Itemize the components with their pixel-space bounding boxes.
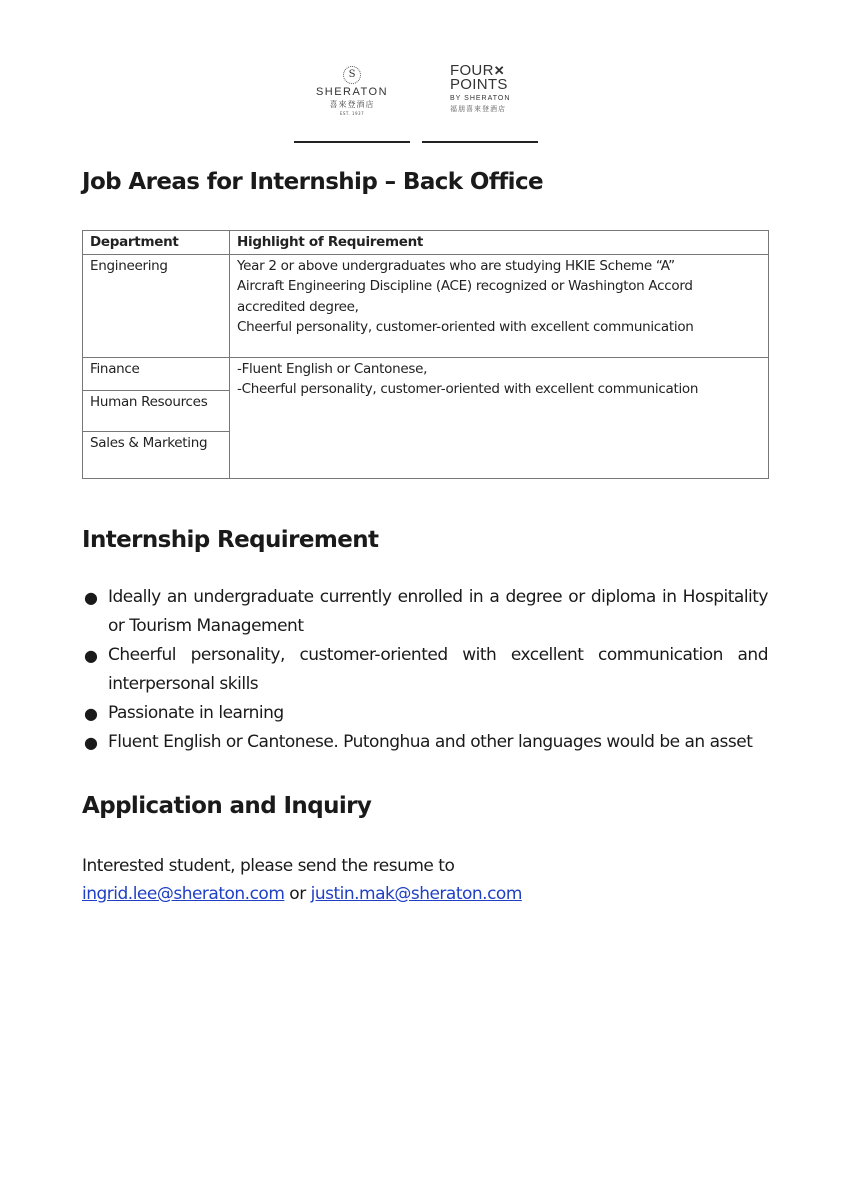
job-areas-table	[82, 230, 769, 479]
table-row	[83, 357, 769, 390]
list-item-text: Passionate in learning	[108, 703, 284, 723]
list-item	[82, 728, 768, 757]
requirement-line: Aircraft Engineering Discipline (ACE) recognized or Washington Accord	[237, 278, 693, 294]
requirement-line: Year 2 or above undergraduates who are studying HKIE Scheme “A”	[237, 257, 675, 274]
four-points-logo	[450, 64, 530, 114]
application-contacts	[82, 880, 522, 908]
list-item-text: Cheerful personality, customer-oriented with excellent communication and interpersonal skills	[108, 645, 768, 694]
sheraton-emblem-icon: S	[343, 66, 361, 84]
logo-divider-right	[422, 141, 538, 143]
requirement-cell	[230, 254, 769, 357]
four-points-chinese: 福朋喜來登酒店	[450, 105, 506, 113]
requirement-line: Cheerful personality, customer-oriented with excellent communication	[237, 319, 694, 335]
column-header-requirement: Highlight of Requirement	[230, 231, 769, 255]
list-item	[82, 699, 768, 728]
requirement-cell	[230, 357, 769, 478]
department-cell: Finance	[83, 357, 230, 390]
table-row	[83, 254, 769, 357]
four-points-line2: POINTS	[450, 76, 508, 93]
department-cell: Engineering	[83, 254, 230, 357]
email-connector: or	[284, 884, 311, 904]
requirement-line: -Fluent English or Cantonese,	[237, 360, 428, 377]
bullet-icon: ●	[84, 704, 98, 723]
four-points-mark-icon: ✕	[493, 63, 505, 78]
application-intro: Interested student, please send the resume to	[82, 856, 455, 876]
logo-divider-left	[294, 141, 410, 143]
list-item	[82, 583, 768, 641]
internship-requirement-list	[82, 583, 768, 757]
job-areas-heading: Job Areas for Internship – Back Office	[82, 169, 543, 195]
bullet-icon: ●	[84, 588, 98, 607]
header-logos	[0, 64, 849, 154]
table-header-row	[83, 231, 769, 255]
sheraton-logo	[312, 66, 392, 116]
list-item-text: Fluent English or Cantonese. Putonghua and other languages would be an asset	[108, 732, 753, 752]
column-header-department: Department	[83, 231, 230, 255]
requirement-line: accredited degree,	[237, 298, 359, 315]
email-link-ingrid[interactable]: ingrid.lee@sheraton.com	[82, 884, 285, 904]
list-item-text: Ideally an undergraduate currently enrolled in a degree or diploma in Hospitality or Tourism Management	[108, 587, 768, 636]
bullet-icon: ●	[84, 646, 98, 665]
four-points-line1: FOUR	[450, 62, 494, 79]
sheraton-logo-est: EST. 1937	[339, 111, 365, 116]
sheraton-logo-name: SHERATON	[315, 86, 389, 98]
application-heading: Application and Inquiry	[82, 793, 372, 819]
internship-requirement-heading: Internship Requirement	[82, 527, 379, 553]
bullet-icon: ●	[84, 733, 98, 752]
application-body	[82, 852, 522, 908]
department-cell: Human Resources	[83, 390, 230, 431]
department-cell: Sales & Marketing	[83, 431, 230, 478]
email-link-justin[interactable]: justin.mak@sheraton.com	[310, 884, 522, 904]
sheraton-logo-chinese: 喜來登酒店	[329, 100, 375, 109]
four-points-by: BY SHERATON	[450, 95, 511, 102]
requirement-line: -Cheerful personality, customer-oriented with excellent communication	[237, 381, 699, 397]
list-item	[82, 641, 768, 699]
